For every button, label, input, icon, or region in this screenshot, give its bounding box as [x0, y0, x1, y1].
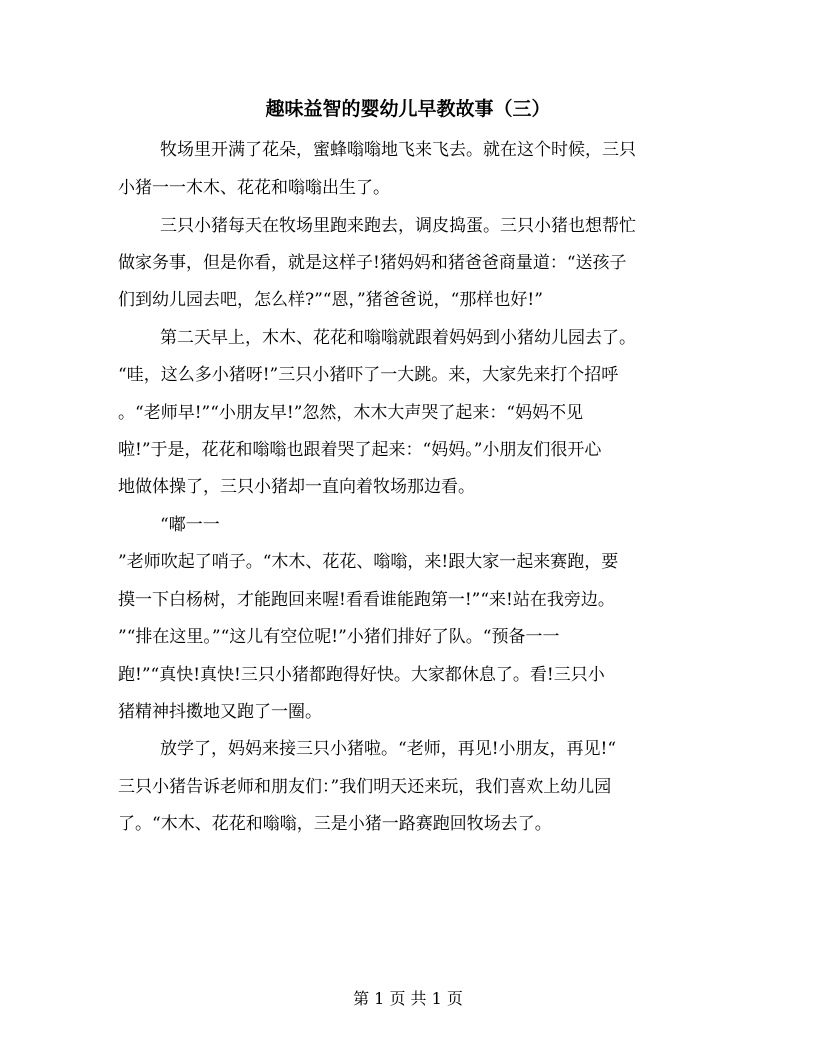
paragraph-line: 小猪一一木木、花花和嗡嗡出生了。 — [118, 178, 390, 198]
document-title: 趣味益智的婴幼儿早教故事（三） — [265, 98, 551, 120]
page-footer: 第 1 页 共 1 页 — [353, 989, 463, 1008]
paragraph-line: 地做体操了，三只小猪却一直向着牧场那边看。 — [118, 477, 475, 497]
paragraph-line: 牧场里开满了花朵，蜜蜂嗡嗡地飞来飞去。就在这个时候，三只 — [160, 140, 636, 160]
paragraph-line: 摸一下白杨树，才能跑回来喔!看看谁能跑第一!”“来!站在我旁边。 — [118, 590, 615, 610]
paragraph-line: 三只小猪告诉老师和朋友们：”我们明天还来玩，我们喜欢上幼儿园 — [118, 777, 612, 797]
paragraph-line: 做家务事，但是你看，就是这样子!猪妈妈和猪爸爸商量道：“送孩子 — [118, 253, 627, 273]
paragraph-line: 。“老师早!”“小朋友早!”忽然，木木大声哭了起来：“妈妈不见 — [118, 403, 584, 423]
paragraph-line: “嘟一一 — [160, 515, 220, 535]
paragraph-line: ”“排在这里。”“这儿有空位呢!”小猪们排好了队。“预备一一 — [118, 627, 560, 647]
paragraph-line: 放学了，妈妈来接三只小猪啦。“老师，再见!小朋友，再见!“ — [160, 739, 617, 759]
paragraph-line: 第二天早上，木木、花花和嗡嗡就跟着妈妈到小猪幼儿园去了。 — [160, 328, 636, 348]
paragraph-line: 们到幼儿园去吧，怎么样?”“恩，”猪爸爸说，“那样也好!” — [118, 290, 543, 310]
paragraph-line: 了。“木木、花花和嗡嗡，三是小猪一路赛跑回牧场去了。 — [118, 814, 552, 834]
paragraph-line: 跑!”“真快!真快!三只小猪都跑得好快。大家都休息了。看!三只小 — [118, 665, 605, 685]
paragraph-line: ”老师吹起了哨子。“木木、花花、嗡嗡，来!跟大家一起来赛跑，要 — [118, 552, 619, 572]
paragraph-line: “哇，这么多小猪呀!”三只小猪吓了一大跳。来，大家先来打个招呼 — [118, 365, 619, 385]
paragraph-line: 啦!”于是，花花和嗡嗡也跟着哭了起来：“妈妈。”小朋友们很开心 — [118, 440, 602, 460]
paragraph-line: 猪精神抖擞地又跑了一圈。 — [118, 702, 322, 722]
paragraph-line: 三只小猪每天在牧场里跑来跑去，调皮捣蛋。三只小猪也想帮忙 — [160, 216, 636, 236]
